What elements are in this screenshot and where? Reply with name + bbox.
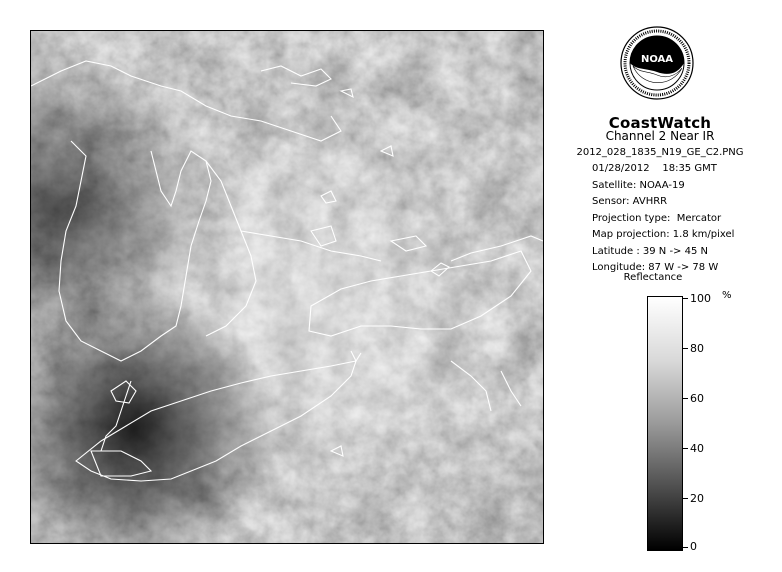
meta-map-projection: Map projection: 1.8 km/pixel (592, 229, 735, 240)
reflectance-colorbar (647, 296, 683, 551)
colorbar-tick-label: 0 (690, 540, 697, 553)
meta-satellite: Satellite: NOAA-19 (592, 180, 685, 191)
meta-projection-type: Projection type: Mercator (592, 213, 722, 224)
meta-date-time: 01/28/2012 18:35 GMT (592, 163, 717, 174)
colorbar-tick-label: 80 (690, 342, 704, 355)
noaa-emblem-icon (620, 26, 694, 100)
channel-subtitle: Channel 2 Near IR (605, 129, 715, 143)
meta-longitude: Longitude: 87 W -> 78 W (592, 262, 719, 273)
satellite-image-render (31, 31, 543, 543)
svg-text:NOAA: NOAA (640, 54, 674, 65)
colorbar-tick (682, 348, 688, 349)
colorbar-tick (682, 398, 688, 399)
app-title: CoastWatch (608, 114, 712, 132)
satellite-image (30, 30, 544, 544)
colorbar-tick-label: 40 (690, 442, 704, 455)
meta-latitude: Latitude : 39 N -> 45 N (592, 246, 708, 257)
colorbar-label: Reflectance (623, 272, 683, 283)
colorbar-tick (682, 547, 688, 548)
colorbar-tick-label: 20 (690, 492, 704, 505)
image-filename: 2012_028_1835_N19_GE_C2.PNG (576, 147, 744, 158)
colorbar-tick-label: 100 (690, 292, 711, 305)
colorbar-unit: % (722, 290, 732, 301)
colorbar-tick (682, 498, 688, 499)
colorbar-tick-label: 60 (690, 392, 704, 405)
meta-sensor: Sensor: AVHRR (592, 196, 668, 207)
colorbar-tick (682, 448, 688, 449)
colorbar-tick (682, 298, 688, 299)
noaa-logo (620, 26, 694, 100)
